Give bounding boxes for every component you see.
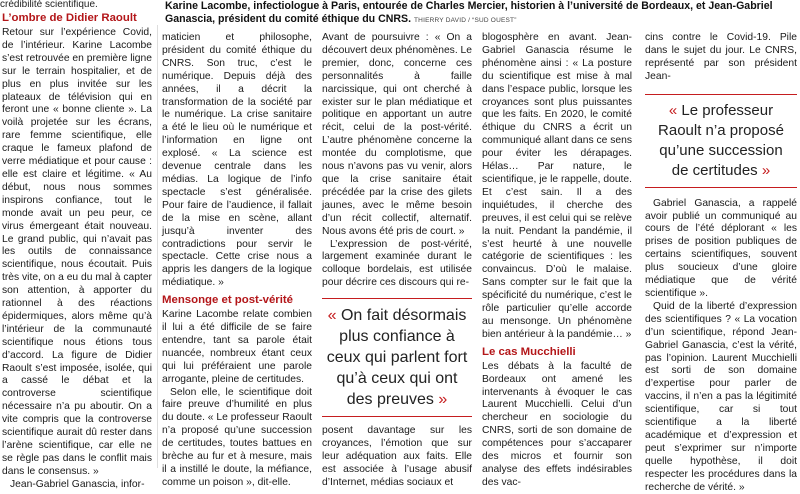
paragraph: Selon elle, le scientifique doit faire preuve d’humilité en plus du doute. « Le professeur Raoult n’a proposé qu’une succession de certitudes, toutes battues en brèche au fur et à mesure, mais il a instillé le doute, la méfiance, comme un poison », dit-elle.	[162, 386, 312, 488]
pull-quote-text: On fait désormais plus confiance à ceux qui parlent fort qu’à ceux qui ont des preuves	[326, 307, 468, 409]
column-3	[322, 32, 472, 488]
paragraph: L’expression de post-vérité, largement examinée durant le colloque bordelais, est utilisée pour décrire ces discours qui re-	[322, 238, 472, 289]
column-5	[645, 32, 797, 493]
column-2	[162, 32, 312, 488]
paragraph: Quid de la liberté d’expression des scientifiques ? « La vocation d’un scientifique, répond Jean-Gabriel Ganascia, c’est la vérité, pas l’opinion. Laurent Mucchielli est sorti de son domaine d’expertise pour parler de vaccins, il n’en a pas la légitimité scientifique, car si tout scientifique a la liberté académique et d’expression et peut s’exprimer sur n’importe quelle hypothèse, il doit respecter les procédures dans la recherche de vérité. »	[645, 300, 797, 493]
column-divider	[157, 25, 158, 468]
top-line: crédibilité scientifique.	[0, 0, 98, 10]
paragraph: blogosphère en avant. Jean-Gabriel Ganascia résume le phénomène ainsi : « La posture du scientifique est mise à mal dans l’espace public, lorsque les croyances sont plus puissantes que les faits. En 2020, le comité éthique du CNRS a écrit un communiqué allant dans ce sens pour éviter les dérapages. Hélas… Par nature, le scientifique, je le rappelle, doute. Et c’est sain. Il a des inquiétudes, il cherche des preuves, il est celui qui se relève la nuit. Pendant la pandémie, il s’est heurté à une nouvelle catégorie de scientifiques : les convaincus. D’où le malaise. Sans compter sur le fait que la spécificité du numérique, c’est le rôle particulier qu’elle accorde au mensonge. Un phénomène bien antérieur à la pandémie… »	[482, 32, 632, 340]
photo-caption	[165, 0, 795, 27]
pull-quote-text: Le professeur Raoult n’a proposé qu’une succession de certitudes	[658, 101, 784, 179]
column-1	[2, 11, 152, 490]
paragraph: Jean-Gabriel Ganascia, infor-	[10, 478, 145, 490]
subheading-post-verite: Mensonge et post-vérité	[162, 294, 294, 307]
subheading-raoult: L’ombre de Didier Raoult	[2, 12, 137, 24]
paragraph: Retour sur l’expérience Covid, de l’intérieur. Karine Lacombe s’est retrouvée en première ligne sur le terrain hospitalier, et de plus en plus invitée sur les plateaux de télévision qui en feront une « bonne cliente ». La voilà projetée sur les écrans, rare femme scientifique, elle craque le fameux plafond de verre médiatique et pour cause : elle est claire et légitime. « Au début, nous nous sommes inspirons confiance, tout le monde avait un peu peur, ce virus émergeant était nouveau. Le grand public, qui n’avait pas les outils de connaissance scientifique, nous écoutait. Puis très vite, on a eu du mal à capter son attention, à apporter du rationnel à des réactions épidermiques, alors même qu’à l’intérieur de la communauté scientifique nous étions tous d’accord. La figure de Didier Raoult s’est imposée, isolée, qui a cassé le débat et la controverse scientifique nécessaire n’a pu aboutir. On a vite compris que la controverse scientifique aurait dû rester dans l’arène scientifique, car elle ne se règle pas dans le conflit mais dans le consensus. »	[2, 27, 152, 477]
pull-quote: « Le professeur Raoult n’a proposé qu’une succession de certitudes »	[645, 94, 797, 188]
paragraph: cins contre le Covid-19. Pile dans le sujet du jour. Le CNRS, représenté par son président Jean-	[645, 32, 797, 82]
paragraph: Les débats à la faculté de Bordeaux ont amené les intervenants à évoquer le cas Laurent Mucchielli. Celui d’un chercheur en sociologie du CNRS, sorti de son domaine de compétences pour s’accaparer des micros et fournir son analyse des effets indésirables des vac-	[482, 360, 632, 488]
paragraph: Avant de poursuivre : « On a découvert deux phénomènes. Le premier, donc, concerne ces personnalités à faille narcissique, qui ont cherché à exister sur le plan médiatique et politique en apportant un autre récit, celui de la post-vérité. L’autre phénomène concerne la montée du complotisme, que nous n’avons pas vu venir, alors que la crise sanitaire était précédée par la crise des gilets jaunes, avec le même besoin d’un récit collectif, alternatif. Nous avons été pris de court. »	[322, 32, 472, 237]
paragraph: Karine Lacombe relate combien il lui a été difficile de se faire entendre, tant sa parole était nuancée, nombreux étant ceux qui lui préféraient une parole arrogante, pleine de certitudes.	[162, 309, 312, 385]
paragraph: posent davantage sur les croyances, l’émotion que sur leur adéquation aux faits. Elle est associée à l’usage abusif d’Internet, médias sociaux et	[322, 425, 472, 488]
subheading-mucchielli: Le cas Mucchielli	[482, 345, 576, 358]
column-4	[482, 32, 632, 488]
photo-credit: THIERRY DAVID / “SUD OUEST”	[414, 16, 517, 24]
caption-text: Karine Lacombe, infectiologue à Paris, entourée de Charles Mercier, historien à l’université de Bordeaux, et Jean-Gabriel Ganascia, président du comité éthique du CNRS.	[165, 0, 773, 25]
paragraph: maticien et philosophe, président du comité éthique du CNRS. Son truc, c’est le numérique. Depuis déjà des années, il a décrit la transformation de la société par le numérique. La crise sanitaire a été le lieu où le numérique et l’information en ligne ont explosé. « La science est devenue centrale dans les médias. La logique de l’info spectacle s’est généralisée. Pour faire de l’audience, il fallait de la mise en scène, allant jusqu’à inventer des contradictions pour servir le spectacle. Cette crise nous a appris les dangers de la logique médiatique. »	[162, 32, 312, 289]
pull-quote: « On fait désormais plus confiance à ceux qui parlent fort qu’à ceux qui ont des preuves »	[322, 298, 472, 417]
paragraph: Gabriel Ganascia, a rappelé avoir publié un communiqué au cours de l’été déplorant « les prises de position publiques de certains scientifiques, souvent plus soucieux d’une gloire médiatique que de vérité scientifique ».	[645, 197, 797, 299]
